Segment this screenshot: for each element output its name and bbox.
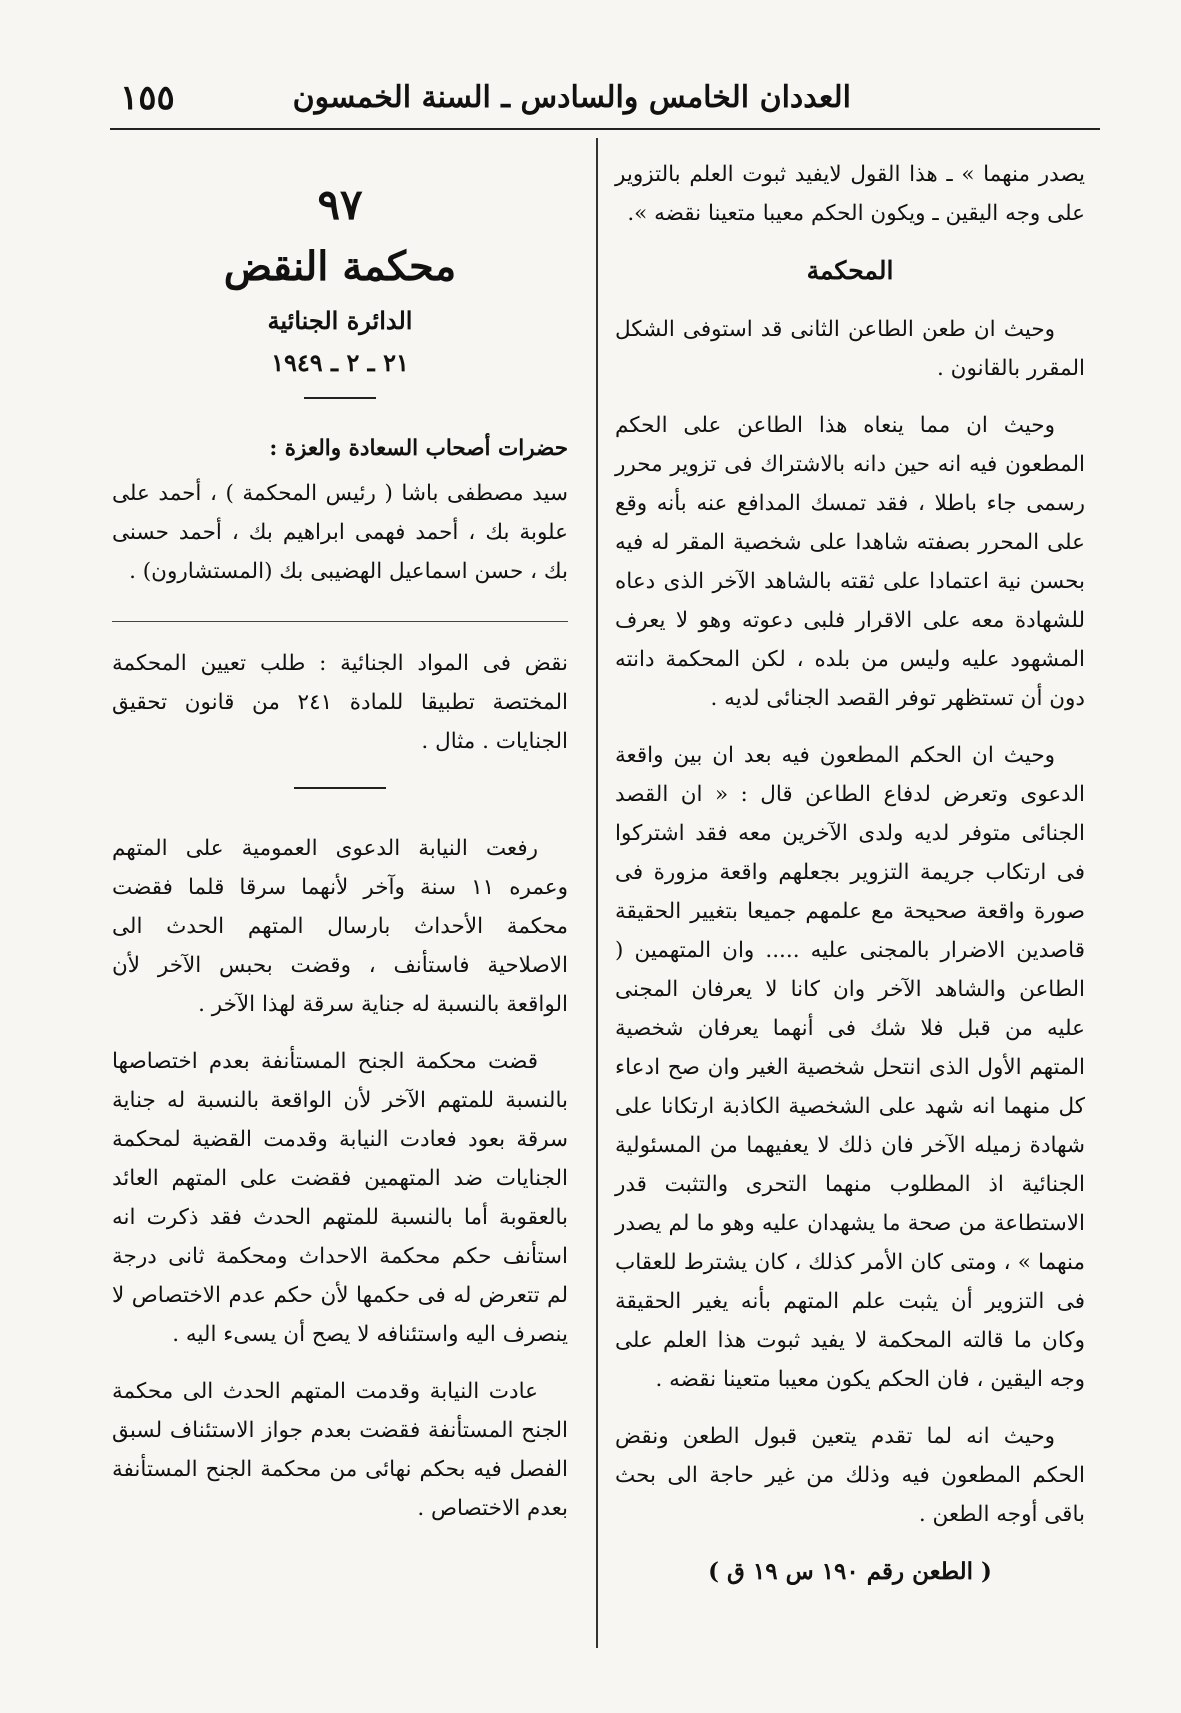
paragraph: قضت محكمة الجنح المستأنفة بعدم اختصاصها بالنسبة للمتهم الآخر لأن الواقعة بالنسبة له جناية سرقة بعود فعادت النيابة وقدمت القضية لمحكمة الجنايات ضد المتهمين فقضت على المتهم العائد بالعقوبة أما بالنسبة للمتهم الحدث فقد ذكرت انه استأنف حكم محكمة الاحداث ومحكمة ثانى درجة لم تتعرض له فى حكمها لأن حكم عدم الاختصاص لا ينصرف اليه واستئنافه لا يصح أن يسىء اليه .: [112, 1049, 568, 1347]
paragraph: وحيث انه لما تقدم يتعين قبول الطعن ونقض الحكم المطعون فيه وذلك من غير حاجة الى بحث باقى أوجه الطعن .: [615, 1424, 1085, 1527]
decision-date: ٢١ ـ ٢ ـ ١٩٤٩: [271, 348, 409, 377]
divider: [304, 397, 376, 399]
court-name: محكمة النقض: [223, 243, 457, 290]
divider: [112, 621, 568, 622]
column-divider: [596, 138, 598, 1648]
running-head: العددان الخامس والسادس ـ السنة الخمسون: [292, 80, 851, 115]
case-number: ٩٧: [317, 180, 363, 229]
bench-names: سيد مصطفى باشا ( رئيس المحكمة ) ، أحمد على علوبة بك ، أحمد فهمى ابراهيم بك ، أحمد حسنى بك ، حسن اسماعيل الهضيبى بك (المستشارون) .: [112, 481, 568, 584]
header-rule: [110, 128, 1100, 130]
paragraph: وحيث ان طعن الطاعن الثانى قد استوفى الشكل المقرر بالقانون .: [615, 317, 1085, 381]
bench-title: حضرات أصحاب السعادة والعزة :: [269, 436, 568, 461]
paragraph: يصدر منهما » ـ هذا القول لايفيد ثبوت العلم بالتزوير على وجه اليقين ـ ويكون الحكم معيبا متعينا نقضه ».: [615, 162, 1085, 226]
paragraph: رفعت النيابة الدعوى العمومية على المتهم وعمره ١١ سنة وآخر لأنهما سرقا قلما فقضت محكمة الأحداث بارسال المتهم الحدث الى الاصلاحية فاستأنف ، وقضت بحبس الآخر لأن الواقعة بالنسبة له جناية سرقة لهذا الآخر .: [112, 836, 569, 1017]
right-column: [615, 155, 1085, 1591]
divider: [294, 787, 386, 789]
court-heading: المحكمة: [806, 256, 894, 285]
paragraph: وحيث ان الحكم المطعون فيه بعد ان بين واقعة الدعوى وتعرض لدفاع الطاعن قال : « ان القصد الجنائى متوفر لديه ولدى الآخرين معه فقد اشتركوا فى ارتكاب جريمة التزوير بجعلهم واقعة مزورة فى صورة واقعة صحيحة مع علمهم جميعا بتغيير الحقيقة قاصدين الاضرار بالمجنى عليه ..... وان المتهمين ( الطاعن والشاهد الآخر وان كانا لا يعرفان المجنى عليه من قبل فلا شك فى أنهما يعرفان شخصية المتهم الأول الذى انتحل شخصية الغير وان صح ادعاء كل منهما انه شهد على الشخصية الكاذبة ارتكانا على شهادة زميله الآخر فان ذلك لا يعفيهما من المسئولية الجنائية اذ المطلوب منهما التحرى والتثبت قدر الاستطاعة من صحة ما يشهدان عليه وهو ما لم يصدر منهما » ، ومتى كان الأمر كذلك ، كان يشترط للعقاب فى التزوير أن يثبت علم المتهم بأنه يغير الحقيقة وكان ما قالته المحكمة لا يفيد ثبوت هذا العلم على وجه اليقين ، فان الحكم يكون معيبا متعينا نقضه .: [615, 743, 1085, 1392]
circuit-name: الدائرة الجنائية: [267, 306, 413, 335]
page-number: ١٥٥: [120, 78, 175, 118]
left-column: [112, 155, 568, 1546]
paragraph: وحيث ان مما ينعاه هذا الطاعن على الحكم المطعون فيه انه حين دانه بالاشتراك فى تزوير محرر رسمى جاء باطلا ، فقد تمسك المدافع عنه بأنه وقع على المحرر بصفته شاهدا على شخصية المقر له فيه بحسن نية اعتمادا على ثقته بالشاهد الآخر الذى دعاه للشهادة معه على الاقرار فلبى دعوته وهو لا يعرف المشهود عليه وليس من بلده ، لكن المحكمة دانته دون أن تستظهر توفر القصد الجنائى لديه .: [615, 413, 1085, 711]
case-reference: ( الطعن رقم ١٩٠ س ١٩ ق ): [708, 1558, 992, 1585]
syllabus: نقض فى المواد الجنائية : طلب تعيين المحكمة المختصة تطبيقا للمادة ٢٤١ من قانون تحقيق الجنايات . مثال .: [112, 651, 568, 754]
paragraph: عادت النيابة وقدمت المتهم الحدث الى محكمة الجنح المستأنفة فقضت بعدم جواز الاستئناف لسبق الفصل فيه بحكم نهائى من محكمة الجنح المستأنفة بعدم الاختصاص .: [112, 1379, 568, 1521]
